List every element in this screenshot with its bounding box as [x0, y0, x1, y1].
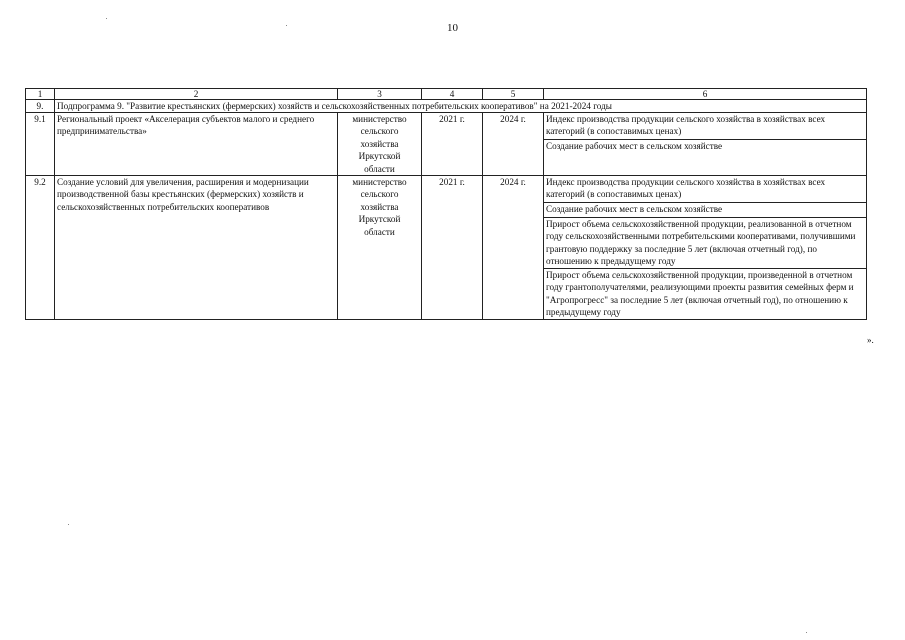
executor-line: сельского: [360, 126, 399, 137]
row-number: 9.2: [26, 176, 55, 320]
subprogram-row: [26, 100, 867, 113]
indicator: Создание рабочих мест в сельском хозяйстве: [544, 140, 867, 176]
executor-line: области: [364, 226, 395, 237]
scan-speck: [106, 18, 107, 19]
indicator: Индекс производства продукции сельского хозяйства в хозяйствах всех категорий (в сопоставимых ценах): [544, 113, 867, 140]
row-number: 9.1: [26, 113, 55, 176]
end-year: 2024 г.: [483, 176, 544, 320]
indicator: Прирост объема сельскохозяйственной продукции, реализованной в отчетном году сельскохозяйственными потребительскими кооперативами, получившими грантовую поддержку за последние 5 лет (включая отчетный год), по отношению к предыдущему году: [544, 218, 867, 269]
closing-quote-mark: ».: [867, 335, 874, 345]
header-cell: 5: [483, 89, 544, 100]
header-cell: 1: [26, 89, 55, 100]
scan-speck: [806, 632, 807, 633]
header-cell: 2: [55, 89, 338, 100]
start-year: 2021 г.: [422, 176, 483, 320]
header-cell: 6: [544, 89, 867, 100]
indicator: Создание рабочих мест в сельском хозяйстве: [544, 203, 867, 218]
executor-line: сельского: [360, 189, 399, 200]
indicator: Индекс производства продукции сельского хозяйства в хозяйствах всех категорий (в сопоставимых ценах): [544, 176, 867, 203]
header-cell: 3: [338, 89, 422, 100]
scan-speck: [68, 524, 69, 525]
subprogram-title: Подпрограмма 9. "Развитие крестьянских (фермерских) хозяйств и сельскохозяйственных потребительских кооперативов" на 2021-2024 годы: [55, 100, 867, 113]
executor: [338, 113, 422, 176]
executor-line: Иркутской: [358, 214, 401, 225]
page-number: 10: [447, 22, 458, 34]
executor-line: министерство: [352, 177, 407, 188]
executor-line: области: [364, 163, 395, 174]
table-row: [26, 113, 867, 140]
table-row: [26, 176, 867, 203]
program-table: [25, 88, 867, 320]
header-cell: 4: [422, 89, 483, 100]
scan-speck: [286, 25, 287, 26]
subprogram-number: 9.: [26, 100, 55, 113]
measure-name: Создание условий для увеличения, расширения и модернизации производственной базы крестьянских (фермерских) хозяйств и сельскохозяйственных потребительских кооперативов: [55, 176, 338, 320]
executor-line: хозяйства: [360, 201, 399, 212]
executor: [338, 176, 422, 320]
header-row: [26, 89, 867, 100]
executor-line: Иркутской: [358, 151, 401, 162]
start-year: 2021 г.: [422, 113, 483, 176]
measure-name: Региональный проект «Акселерация субъектов малого и среднего предпринимательства»: [55, 113, 338, 176]
end-year: 2024 г.: [483, 113, 544, 176]
executor-line: хозяйства: [360, 138, 399, 149]
indicator: Прирост объема сельскохозяйственной продукции, произведенной в отчетном году грантополучателями, реализующими проекты развития семейных ферм и "Агропрогресс" за последние 5 лет (включая отчетный год), по отношению к предыдущему году: [544, 269, 867, 320]
executor-line: министерство: [352, 114, 407, 124]
